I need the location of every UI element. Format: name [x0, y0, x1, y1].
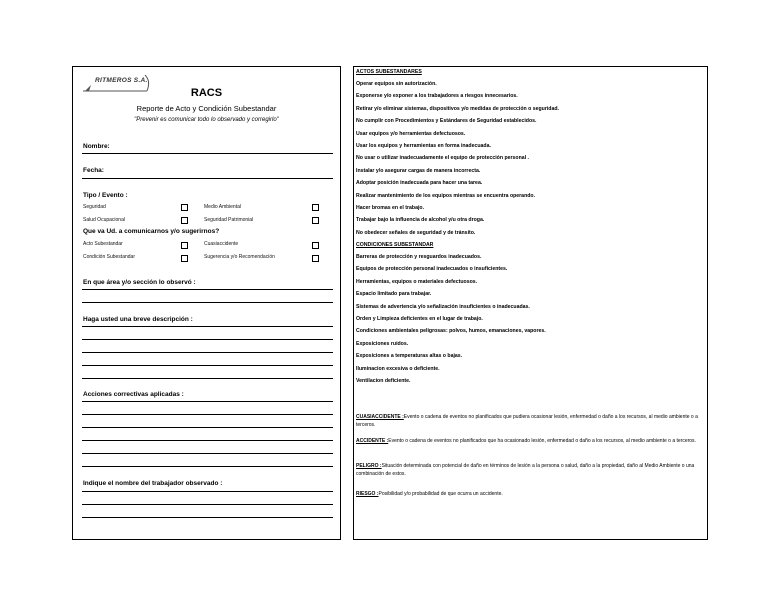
descripcion-line[interactable]: [82, 339, 333, 340]
definition-text: Situación determinada con potencial de daño en términos de lesión a la persona o salud, daño a la propiedad, daño al Medio Ambiente o una combinación de estos.: [356, 463, 695, 477]
acciones-label: Acciones correctivas aplicadas :: [83, 391, 184, 398]
acciones-line[interactable]: [82, 440, 333, 441]
option-condicion-subestandar: Condición Subestandar: [83, 254, 135, 260]
area-line[interactable]: [82, 289, 333, 290]
trabajador-line[interactable]: [82, 504, 333, 505]
definition-item: [356, 490, 704, 498]
definition-text: Evento o cadena de eventos no planificados que pudiera ocasionar lesión, enfermedad o daño a los recursos, al medio ambiente o a terceros.: [356, 414, 698, 428]
acciones-line[interactable]: [82, 401, 333, 402]
area-label: En que área y/o sección lo observó :: [83, 279, 196, 286]
form-title: RACS: [190, 87, 223, 99]
condicion-item: Ventilacion deficiente.: [356, 378, 411, 384]
condicion-item: Condiciones ambientales peligrosas: polvos, humos, emanaciones, vapores.: [356, 328, 546, 335]
area-line[interactable]: [82, 302, 333, 303]
checkbox-medio-ambiental[interactable]: [312, 204, 319, 211]
definition-text: Posibilidad y/o probabilidad de que ocurra un accidente.: [378, 491, 503, 497]
acto-item: Exponerse y/o exponer a los trabajadores a riesgos innecesarios.: [356, 93, 518, 100]
actos-header: ACTOS SUBESTANDARES: [356, 69, 422, 75]
definition-term: ACCIDENTE :: [356, 438, 389, 444]
descripcion-line[interactable]: [82, 326, 333, 327]
definition-term: RIESGO :: [356, 491, 379, 497]
que-label: Que va Ud. a comunicarnos y/o sugerirnos?: [83, 228, 220, 235]
checkbox-seguridad-patrimonial[interactable]: [312, 217, 319, 224]
checkbox-cuasiaccidente[interactable]: [312, 242, 319, 249]
option-seguridad-patrimonial: Seguridad Patrimonial: [204, 217, 254, 223]
condicion-item: Exposiciones ruidos.: [356, 340, 409, 347]
definition-item: [356, 437, 704, 445]
acto-item: Trabajar bajo la influencia de alcohol y/u otra droga.: [356, 217, 485, 224]
fecha-line[interactable]: [82, 178, 333, 179]
condicion-item: Barreras de protección y resguardos inadecuados.: [356, 254, 482, 260]
condicion-item: Espacio limitado para trabajar.: [356, 291, 432, 298]
option-sugerencia: Sugerencia y/o Recomendación: [204, 254, 275, 260]
checkbox-sugerencia[interactable]: [312, 255, 319, 262]
tipo-label: Tipo / Evento :: [83, 192, 128, 199]
form-subtitle: Reporte de Acto y Condición Subestandar: [136, 104, 277, 113]
trabajador-label: Indique el nombre del trabajador observado :: [83, 480, 223, 487]
acto-item: No cumplir con Procedimientos y Estándares de Seguridad establecidos.: [356, 118, 537, 125]
checkbox-seguridad[interactable]: [181, 204, 188, 211]
descripcion-line[interactable]: [82, 365, 333, 366]
condicion-item: Exposiciones a temperaturas altas o bajas.: [356, 353, 463, 360]
logo-text: RITMEROS S.A.: [95, 77, 148, 84]
acto-item: Adoptar posición inadecuada para hacer una tarea.: [356, 180, 483, 187]
checkbox-acto-subestandar[interactable]: [181, 242, 188, 249]
acto-item: Retirar y/o eliminar sistemas, dispositivos y/o medidas de protección o seguridad.: [356, 105, 559, 112]
option-medio-ambiental: Medio Ambiental: [204, 204, 241, 210]
fecha-label: Fecha:: [83, 167, 104, 174]
definition-term: CUASIACCIDENTE :: [356, 414, 404, 420]
definition-item: [356, 462, 704, 478]
trabajador-line[interactable]: [82, 517, 333, 518]
descripcion-label: Haga usted una breve descripción :: [83, 316, 193, 323]
option-salud-ocupacional: Salud Ocupacional: [83, 217, 125, 223]
acciones-line[interactable]: [82, 453, 333, 454]
descripcion-line[interactable]: [82, 352, 333, 353]
checkbox-condicion-subestandar[interactable]: [181, 255, 188, 262]
option-seguridad: Seguridad: [83, 204, 106, 210]
acto-item: Operar equipos sin autorización.: [356, 81, 437, 87]
definition-item: [356, 413, 704, 429]
form-note: "Prevenir es comunicar todo lo observado y corregirlo": [134, 117, 279, 123]
checkbox-salud-ocupacional[interactable]: [181, 217, 188, 224]
condiciones-header: CONDICIONES SUBESTANDAR: [356, 242, 434, 248]
acciones-line[interactable]: [82, 414, 333, 415]
nombre-label: Nombre:: [83, 143, 110, 150]
definition-term: PELIGRO :: [356, 463, 382, 469]
descripcion-line[interactable]: [82, 378, 333, 379]
acto-item: Usar equipos y/o herramientas defectuosos.: [356, 130, 466, 137]
nombre-line[interactable]: [82, 153, 333, 154]
acto-item: Instalar y/o asegurar cargas de manera incorrecta.: [356, 167, 481, 174]
racs-form: [72, 66, 341, 540]
acciones-line[interactable]: [82, 427, 333, 428]
acto-item: No obedecer señales de seguridad y de tránsito.: [356, 229, 476, 236]
acto-item: Realizar mantenimiento de los equipos mientras se encuentra operando.: [356, 192, 536, 199]
trabajador-line[interactable]: [82, 491, 333, 492]
condicion-item: Herramientas, equipos o materiales defectuosos.: [356, 278, 478, 285]
condicion-item: Orden y Limpieza deficientes en el lugar de trabajo.: [356, 316, 483, 322]
definition-text: Evento o cadena de eventos no planificados que ha ocasionado lesión, enfermedad o daño a los recursos, al medio ambiente o a terceros.: [388, 438, 696, 444]
acto-item: Hacer bromas en el trabajo.: [356, 205, 425, 211]
condicion-item: Sistemas de advertencia y/o señalización insuficientes o inadecuadas.: [356, 303, 530, 310]
acciones-line[interactable]: [82, 466, 333, 467]
acto-item: Usar los equipos y herramientas en forma inadecuada.: [356, 143, 491, 149]
reference-panel: [353, 66, 708, 540]
acto-item: No usar o utilizar inadecuadamente el equipo de protección personal .: [356, 155, 529, 162]
condicion-item: Equipos de protección personal inadecuados o insuficientes.: [356, 266, 508, 273]
condicion-item: Iluminacion excesiva o deficiente.: [356, 365, 440, 372]
option-cuasiaccidente: Cuasiaccidente: [204, 241, 239, 247]
option-acto-subestandar: Acto Subestandar: [83, 241, 123, 247]
